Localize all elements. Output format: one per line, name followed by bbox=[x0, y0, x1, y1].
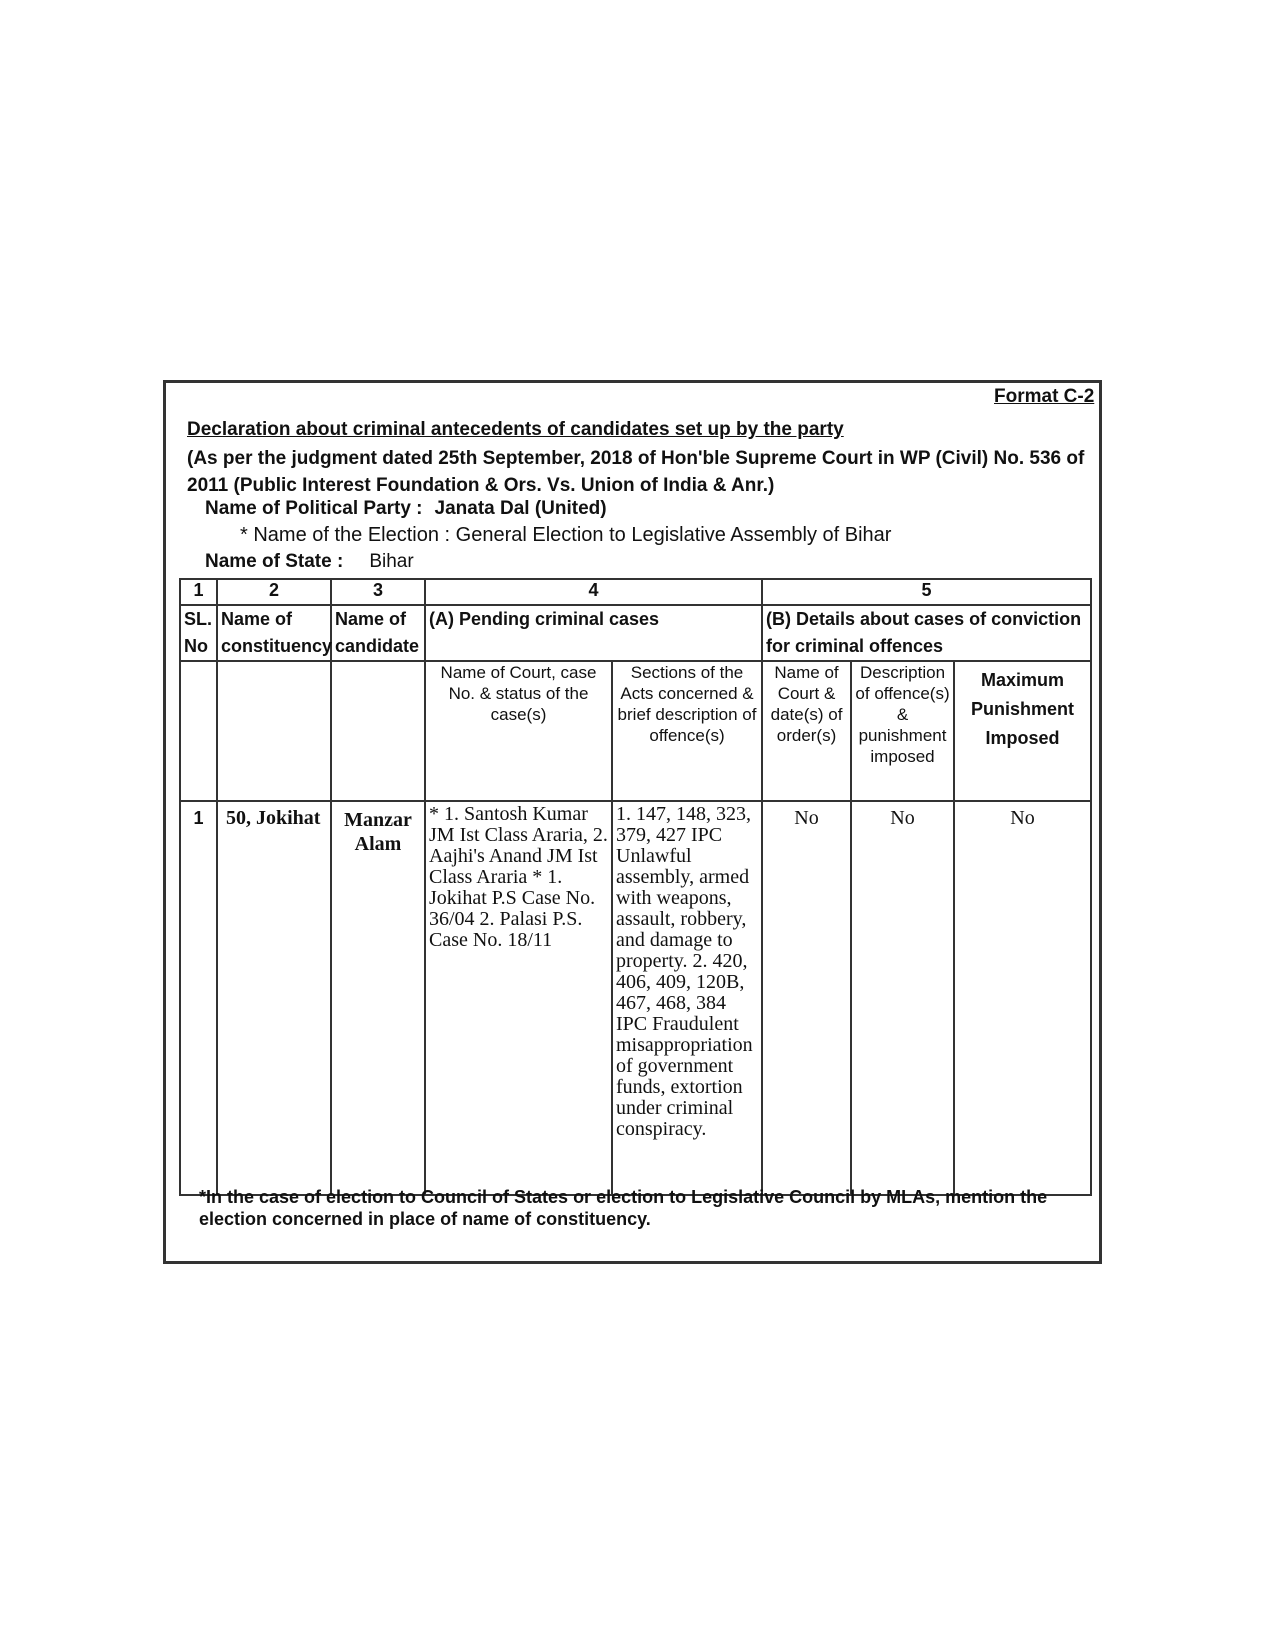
sl-no-header: SL. No bbox=[180, 605, 217, 661]
header-row bbox=[180, 605, 1091, 661]
footnote: *In the case of election to Council of States or election to Legislative Council by MLAs, mention the election concerned in place of name of constituency. bbox=[199, 1187, 1048, 1229]
party-label: Name of Political Party : bbox=[205, 498, 423, 519]
row-candidate: Manzar Alam bbox=[331, 801, 425, 1195]
page-title: Declaration about criminal antecedents of candidates set up by the party bbox=[187, 419, 844, 440]
candidate-header: Name of candidate bbox=[331, 605, 425, 661]
col-number-4: 4 bbox=[425, 579, 762, 605]
row-court-dates: No bbox=[762, 801, 851, 1195]
court-case-subheader: Name of Court, case No. & status of the case(s) bbox=[425, 661, 612, 801]
row-description: No bbox=[851, 801, 954, 1195]
col-number-5: 5 bbox=[762, 579, 1091, 605]
pending-cases-header: (A) Pending criminal cases bbox=[425, 605, 762, 661]
row-sections: 1. 147, 148, 323, 379, 427 IPC Unlawful assembly, armed with weapons, assault, robbery, and damage to property. 2. 420, 406, 409, 120B, 467, 468, 384 IPC Fraudulent misappropriation of government funds, extortion under criminal conspiracy. bbox=[612, 801, 762, 1195]
party-value: Janata Dal (United) bbox=[434, 498, 607, 519]
constituency-header: Name of constituency bbox=[217, 605, 331, 661]
subheader-row bbox=[180, 661, 1091, 801]
row-max-punishment: No bbox=[954, 801, 1091, 1195]
court-dates-subheader: Name of Court & date(s) of order(s) bbox=[762, 661, 851, 801]
state-name bbox=[205, 551, 414, 573]
election-name: * Name of the Election : General Election to Legislative Assembly of Bihar bbox=[240, 524, 892, 546]
state-label: Name of State : bbox=[205, 551, 344, 572]
table-row bbox=[180, 801, 1091, 1195]
state-value: Bihar bbox=[369, 551, 414, 572]
criminal-antecedents-table bbox=[179, 578, 1092, 1196]
row-constituency: 50, Jokihat bbox=[217, 801, 331, 1195]
max-punishment-subheader: Maximum Punishment Imposed bbox=[954, 661, 1091, 801]
judgment-reference-line-1: (As per the judgment dated 25th September, 2018 of Hon'ble Supreme Court in WP (Civil) No. 536 of bbox=[187, 448, 1085, 469]
description-subheader: Description of offence(s) & punishment imposed bbox=[851, 661, 954, 801]
judgment-reference-line-2: 2011 (Public Interest Foundation & Ors. Vs. Union of India & Anr.) bbox=[187, 475, 775, 496]
col-number-3: 3 bbox=[331, 579, 425, 605]
format-label: Format C-2 bbox=[994, 386, 1095, 407]
row-court-case: * 1. Santosh Kumar JM Ist Class Araria, 2. Aajhi's Anand JM Ist Class Araria * 1. Jokihat P.S Case No. 36/04 2. Palasi P.S. Case No. 18/11 bbox=[425, 801, 612, 1195]
col-number-2: 2 bbox=[217, 579, 331, 605]
row-sl: 1 bbox=[180, 801, 217, 1195]
political-party bbox=[205, 498, 607, 520]
sections-subheader: Sections of the Acts concerned & brief description of offence(s) bbox=[612, 661, 762, 801]
column-number-row bbox=[180, 579, 1091, 605]
conviction-header: (B) Details about cases of conviction for criminal offences bbox=[762, 605, 1091, 661]
col-number-1: 1 bbox=[180, 579, 217, 605]
declaration-form bbox=[163, 380, 1102, 1264]
